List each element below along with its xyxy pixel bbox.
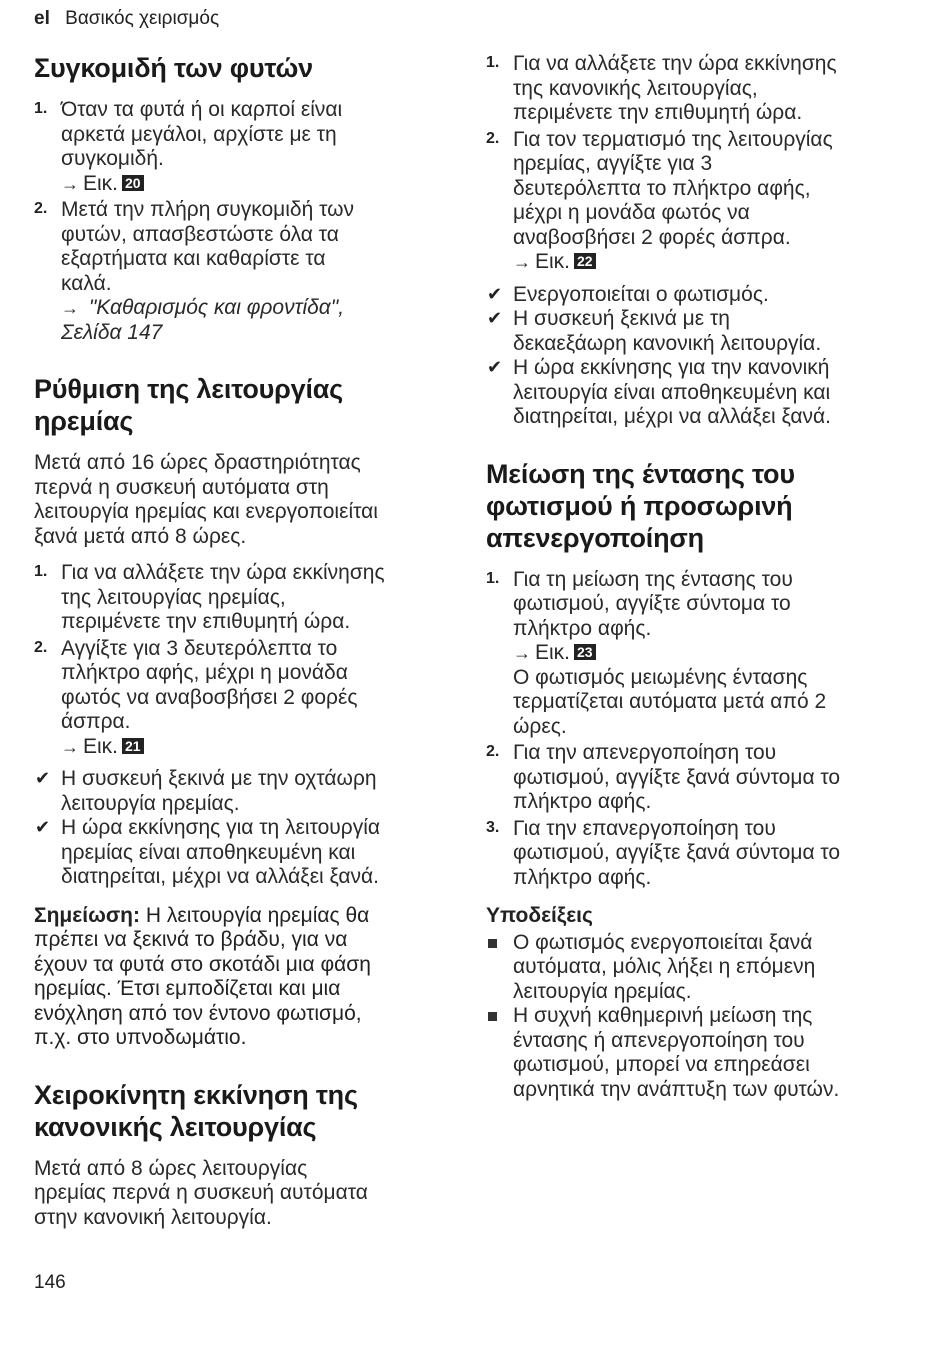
- fig-label: Εικ.: [83, 734, 119, 758]
- manual-results: [486, 283, 906, 430]
- text-line: Η λειτουργία ηρεμίας θα: [140, 903, 370, 927]
- figure-number-badge: 20: [122, 175, 144, 191]
- dim-step-3: [486, 817, 906, 891]
- figure-reference: [513, 641, 906, 666]
- text-line: καλά.: [61, 271, 112, 295]
- dim-section: [486, 458, 906, 1103]
- harvest-step-1: [34, 98, 454, 196]
- right-column: [486, 52, 906, 1130]
- page-reference-link[interactable]: Σελίδα 147: [61, 320, 163, 344]
- text-line: ηρεμίας, αγγίξτε για 3: [513, 152, 713, 175]
- manual-start-section-steps: [486, 52, 906, 430]
- language-code: el: [34, 8, 50, 29]
- rest-step-2: [34, 637, 454, 760]
- text-line: Μετά από 8 ώρες λειτουργίας: [34, 1156, 308, 1180]
- heading-line: Μείωση της έντασης του: [486, 458, 795, 489]
- step-number: 2.: [486, 743, 500, 760]
- text-line: Μετά από 16 ώρες δραστηριότητας: [34, 451, 361, 474]
- result-text: [61, 767, 454, 816]
- step-text: [513, 817, 906, 891]
- manual-start-section-intro: [34, 1079, 454, 1231]
- result-item: [34, 816, 454, 890]
- figure-number-badge: 21: [122, 738, 144, 754]
- dim-step-2: [486, 741, 906, 815]
- page-header: [34, 8, 219, 30]
- manual-intro: [34, 1157, 454, 1231]
- text-line: Ενεργοποιείται ο φωτισμός.: [513, 282, 769, 306]
- text-line: περνά η συσκευή αυτόματα στη: [34, 475, 329, 499]
- text-line: πλήκτρο αφής.: [513, 790, 652, 813]
- text-line: δευτερόλεπτα το πλήκτρο αφής,: [513, 176, 811, 200]
- heading-line: ηρεμίας: [34, 406, 134, 436]
- text-line: διατηρείται, μέχρι να αλλάξει ξανά.: [513, 405, 832, 428]
- text-line: συγκομιδή.: [61, 147, 164, 170]
- arrow-right-icon: →: [61, 736, 79, 757]
- manual-step-2: [486, 128, 906, 275]
- text-line: τερματίζεται αυτόματα μετά από 2: [513, 690, 827, 713]
- text-line: αναβοσβήσει 2 φορές άσπρα.: [513, 225, 791, 249]
- link-text: "Καθαρισμός και φροντίδα",: [88, 296, 345, 319]
- figure-reference: [61, 172, 454, 197]
- text-line: Για τη μείωση της έντασης του: [513, 567, 793, 591]
- heading-line: φωτισμού ή προσωρινή: [486, 490, 793, 521]
- dim-step-1: [486, 568, 906, 740]
- text-line: πλήκτρο αφής.: [513, 865, 652, 889]
- text-line: φυτών, απασβεστώστε όλα τα: [61, 222, 339, 246]
- harvest-heading: Συγκομιδή των φυτών: [34, 53, 313, 83]
- step-text: [513, 568, 906, 740]
- text-line: λειτουργία ηρεμίας και ενεργοποιείται: [34, 500, 378, 523]
- result-item: [486, 283, 906, 308]
- hint-item: [486, 1004, 906, 1102]
- checkmark-icon: ✔: [487, 308, 503, 328]
- result-item: [34, 767, 454, 816]
- text-line: Ο φωτισμός ενεργοποιείται ξανά: [513, 930, 813, 954]
- text-line: πλήκτρο αφής, μέχρι η μονάδα: [61, 661, 348, 684]
- fig-label: Εικ.: [535, 641, 571, 664]
- text-line: αυτόματα, μόλις λήξει η επόμενη: [513, 955, 816, 978]
- text-line: Ο φωτισμός μειωμένης έντασης: [513, 665, 808, 689]
- step-text: [61, 198, 454, 345]
- result-text: [61, 816, 454, 890]
- text-line: ενόχληση από τον έντονο φωτισμό,: [34, 1001, 362, 1025]
- text-line: φωτισμού, αγγίξτε σύντομα το: [513, 592, 791, 615]
- arrow-right-icon: →: [513, 643, 531, 663]
- rest-step-1: [34, 561, 454, 635]
- manual-step-1: [486, 52, 906, 126]
- arrow-right-icon: →: [513, 252, 531, 272]
- fig-label: Εικ.: [83, 171, 119, 195]
- hints-heading: Υποδείξεις: [486, 904, 593, 927]
- text-line: Όταν τα φυτά ή οι καρποί είναι: [61, 98, 343, 121]
- text-line: Η συσκευή ξεκινά με την οχτάωρη: [61, 767, 377, 790]
- step-text: [61, 561, 454, 635]
- text-line: της λειτουργίας ηρεμίας,: [61, 585, 286, 609]
- text-line: ηρεμίας. Έτσι εμποδίζεται και μια: [34, 977, 341, 1000]
- step-text: [61, 98, 454, 196]
- figure-number-badge: 22: [574, 253, 596, 269]
- text-line: πλήκτρο αφής.: [513, 616, 652, 640]
- step-number: 2.: [34, 638, 48, 656]
- text-line: έντασης ή απενεργοποίηση του: [513, 1028, 805, 1052]
- rest-intro: [34, 451, 454, 549]
- text-line: Για να αλλάξετε την ώρα εκκίνησης: [61, 561, 385, 584]
- text-line: της κανονικής λειτουργίας,: [513, 76, 758, 100]
- text-line: φωτός να αναβοσβήσει 2 φορές: [61, 685, 358, 709]
- step-number: 1.: [34, 100, 48, 117]
- text-line: ηρεμίας είναι αποθηκευμένη και: [61, 840, 356, 864]
- text-line: ηρεμίας περνά η συσκευή αυτόματα: [34, 1181, 368, 1204]
- rest-mode-heading: [34, 373, 454, 437]
- square-bullet-icon: [488, 1012, 497, 1021]
- text-line: φωτισμού, αγγίξτε ξανά σύντομα το: [513, 841, 841, 864]
- text-line: στην κανονική λειτουργία.: [34, 1205, 272, 1229]
- text-line: ώρες.: [513, 714, 567, 738]
- step-number: 2.: [486, 129, 500, 147]
- hint-text: [513, 1004, 906, 1102]
- result-text: [513, 307, 906, 356]
- manual-steps: [486, 52, 906, 275]
- text-line: Για την απενεργοποίηση του: [513, 741, 777, 764]
- text-line: ξανά μετά από 8 ώρες.: [34, 524, 247, 548]
- harvest-steps: [34, 98, 454, 345]
- text-line: δεκαεξάωρη κανονική λειτουργία.: [513, 331, 822, 355]
- text-line: περιμένετε την επιθυμητή ώρα.: [61, 610, 351, 633]
- arrow-right-icon: →: [61, 173, 79, 194]
- result-item: [486, 356, 906, 430]
- rest-mode-section: [34, 373, 454, 1051]
- figure-reference: [61, 735, 454, 760]
- figure-reference: [513, 250, 906, 275]
- text-line: αρνητικά την ανάπτυξη των φυτών.: [513, 1077, 840, 1101]
- text-line: Η συχνή καθημερινή μείωση της: [513, 1004, 813, 1027]
- result-text: [513, 356, 906, 430]
- section-title: Βασικός χειρισμός: [65, 8, 220, 29]
- manual-start-heading: [34, 1079, 454, 1143]
- text-line: μέχρι η μονάδα φωτός να: [513, 201, 750, 224]
- step-number: 3.: [486, 818, 500, 836]
- text-line: λειτουργία ηρεμίας.: [61, 791, 240, 815]
- text-line: Η ώρα εκκίνησης για τη λειτουργία: [61, 816, 381, 839]
- rest-note: [34, 904, 454, 1051]
- text-line: άσπρα.: [61, 710, 131, 733]
- heading-line: Ρύθμιση της λειτουργίας: [34, 374, 343, 404]
- step-number: 1.: [486, 54, 500, 71]
- hint-text: [513, 931, 906, 1005]
- step-number: 1.: [486, 569, 500, 587]
- step-text: [513, 128, 906, 275]
- text-line: Για να αλλάξετε την ώρα εκκίνησης: [513, 52, 837, 75]
- text-line: Η ώρα εκκίνησης για την κανονική: [513, 356, 830, 379]
- step-text: [513, 741, 906, 815]
- text-line: π.χ. στο υπνοδωμάτιο.: [34, 1026, 247, 1049]
- text-line: Για την επανεργοποίηση του: [513, 816, 776, 840]
- rest-results: [34, 767, 454, 890]
- result-item: [486, 307, 906, 356]
- fig-label: Εικ.: [535, 250, 571, 273]
- step-number: 2.: [34, 200, 48, 217]
- note-label: Σημείωση:: [34, 903, 141, 927]
- harvest-section: [34, 52, 454, 345]
- page-number: 146: [34, 1272, 66, 1293]
- text-line: φωτισμού, αγγίξτε ξανά σύντομα το: [513, 765, 841, 789]
- text-line: περιμένετε την επιθυμητή ώρα.: [513, 101, 803, 124]
- harvest-step-2: [34, 198, 454, 345]
- step-number: 1.: [34, 563, 48, 580]
- result-text: [513, 283, 906, 308]
- figure-number-badge: 23: [574, 644, 596, 660]
- hints-list: [486, 931, 906, 1103]
- text-line: λειτουργία είναι αποθηκευμένη και: [513, 380, 831, 404]
- dim-steps: [486, 568, 906, 891]
- text-line: Αγγίξτε για 3 δευτερόλεπτα το: [61, 636, 338, 660]
- checkmark-icon: ✔: [487, 357, 503, 377]
- text-line: διατηρείται, μέχρι να αλλάξει ξανά.: [61, 865, 380, 888]
- text-line: Για τον τερματισμό της λειτουργίας: [513, 127, 833, 151]
- checkmark-icon: ✔: [487, 283, 503, 304]
- dim-heading: [486, 458, 906, 554]
- left-column: [34, 52, 454, 1258]
- step-text: [513, 52, 906, 126]
- checkmark-icon: ✔: [35, 768, 51, 788]
- hint-item: [486, 931, 906, 1005]
- cross-reference-link[interactable]: [61, 296, 454, 321]
- checkmark-icon: ✔: [35, 817, 51, 837]
- text-line: εξαρτήματα και καθαρίστε τα: [61, 247, 326, 270]
- heading-line: Χειροκίνητη εκκίνηση της: [34, 1079, 358, 1110]
- text-line: Η συσκευή ξεκινά με τη: [513, 307, 730, 330]
- text-line: φωτισμού, μπορεί να επηρεάσει: [513, 1053, 810, 1076]
- text-line: λειτουργία ηρεμίας.: [513, 979, 692, 1003]
- text-line: πρέπει να ξεκινά το βράδυ, για να: [34, 928, 348, 951]
- heading-line: απενεργοποίηση: [486, 522, 704, 553]
- text-line: Μετά την πλήρη συγκομιδή των: [61, 198, 354, 221]
- rest-steps: [34, 561, 454, 759]
- heading-line: κανονικής λειτουργίας: [34, 1111, 317, 1142]
- text-line: αρκετά μεγάλοι, αρχίστε με τη: [61, 122, 337, 146]
- text-line: έχουν τα φυτά στο σκοτάδι μια φάση: [34, 952, 371, 976]
- square-bullet-icon: [488, 939, 497, 948]
- arrow-right-icon: →: [61, 298, 79, 318]
- step-text: [61, 637, 454, 760]
